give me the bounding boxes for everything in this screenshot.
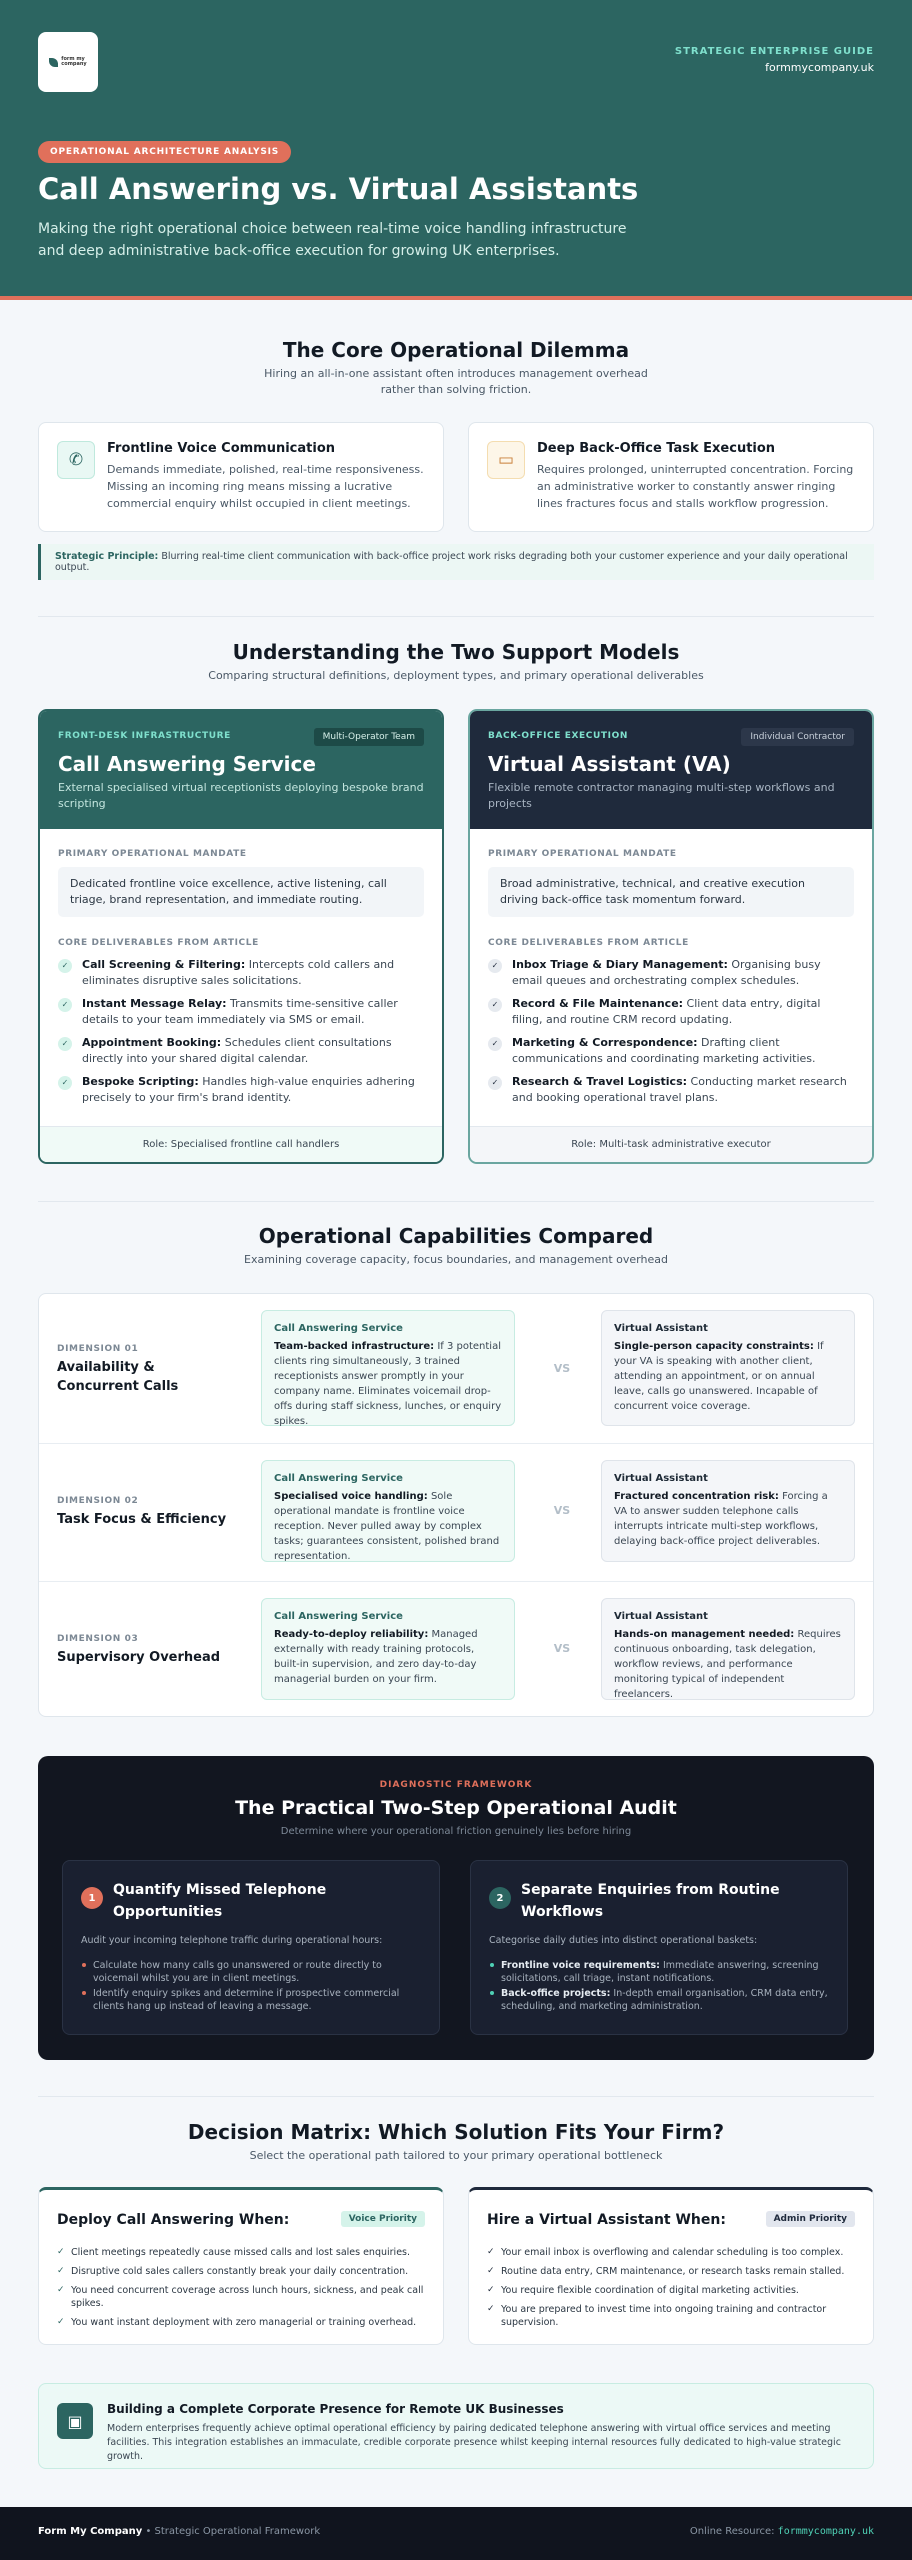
check-icon: ✓: [487, 2285, 495, 2295]
decision-title: Decision Matrix: Which Solution Fits Your Firm?: [187, 2120, 725, 2144]
bullet-dot-icon: [82, 1963, 86, 1967]
capability-row: [39, 1444, 873, 1582]
mandate-label: PRIMARY OPERATIONAL MANDATE: [488, 849, 677, 859]
check-icon: ✓: [57, 2247, 65, 2257]
model-title: Virtual Assistant (VA): [488, 752, 731, 776]
check-icon: ✓: [488, 1076, 502, 1090]
deliverable-item: ✓ Bespoke Scripting: Handles high-value enquiries adhering precisely to your firm's brand identity.: [58, 1074, 424, 1106]
audit-step-1: [62, 1860, 440, 2035]
mandate-label: PRIMARY OPERATIONAL MANDATE: [58, 849, 247, 859]
capability-virtual-assistant: Virtual Assistant Fractured concentration risk: Forcing a VA to answer sudden telephone calls interrupts intricate multi-step workflows, delaying back-office project deliverables.: [601, 1460, 855, 1562]
section-divider: [38, 616, 874, 617]
footer-site-link[interactable]: formmycompany.uk: [777, 2526, 874, 2537]
corporate-presence-callout: [38, 2383, 874, 2469]
capability-virtual-assistant: Virtual Assistant Hands-on management needed: Requires continuous onboarding, task delegation, workflow reviews, and performance monitoring typical of independent freelancers.: [601, 1598, 855, 1700]
check-icon: ✓: [58, 998, 72, 1012]
decision-card-call-answering: [38, 2187, 444, 2345]
analysis-badge: OPERATIONAL ARCHITECTURE ANALYSIS: [38, 141, 291, 163]
decision-item: ✓ Client meetings repeatedly cause missed calls and lost sales enquiries.: [57, 2247, 411, 2258]
check-icon: ✓: [487, 2304, 495, 2314]
deliverables-label: CORE DELIVERABLES FROM ARTICLE: [58, 938, 259, 948]
step-bullet: Frontline voice requirements: Immediate answering, screening solicitations, call triage, instant notifications.: [501, 1959, 831, 1985]
vs-label: VS: [553, 1642, 571, 1655]
models-title: Understanding the Two Support Models: [232, 640, 680, 664]
check-icon: ✓: [487, 2266, 495, 2276]
step-number: 1: [81, 1887, 103, 1909]
check-icon: ✓: [488, 998, 502, 1012]
company-logo[interactable]: [38, 32, 98, 92]
step-number: 2: [489, 1887, 511, 1909]
step-title: Quantify Missed Telephone Opportunities: [113, 1882, 327, 1920]
dimension-name: Availability & Concurrent Calls: [57, 1360, 179, 1394]
footer-resource: Online Resource: formmycompany.uk: [689, 2526, 874, 2537]
corporate-presence-text: Modern enterprises frequently achieve optimal operational efficiency by pairing dedicated telephone answering with virtual office services and meeting facilities. This integration establishes an immaculate, credible corporate presence whilst keeping internal resources fully dedicated to high-value strategic growth.: [107, 2423, 841, 2462]
principle-label: Strategic Principle:: [55, 551, 159, 562]
capability-call-answering: Call Answering Service Team-backed infrastructure: If 3 potential clients ring simultaneously, 3 trained receptionists answer promptly in your company name. Eliminates voicemail drop-offs during staff sickness, lunches, or enquiry spikes.: [261, 1310, 515, 1426]
logo-text-line-1: form my: [61, 56, 85, 62]
audit-title: The Practical Two-Step Operational Audit: [235, 1797, 677, 1819]
model-card-call-answering: [38, 709, 444, 1164]
dilemma-card-text: Demands immediate, polished, real-time responsiveness. Missing an incoming ring means missing a lucrative commercial enquiry whilst occupied in client meetings.: [107, 463, 424, 510]
leaf-icon: [49, 58, 58, 67]
logo-text-line-2: company: [61, 61, 87, 67]
logo-mark: [49, 57, 86, 67]
check-icon: ✓: [57, 2285, 65, 2295]
deliverable-item: ✓ Appointment Booking: Schedules client consultations directly into your shared digital calendar.: [58, 1035, 424, 1067]
decision-item: ✓ You want instant deployment with zero managerial or training overhead.: [57, 2317, 417, 2328]
step-intro: Audit your incoming telephone traffic during operational hours:: [81, 1935, 383, 1946]
hero-header: [0, 0, 912, 300]
model-title: Call Answering Service: [58, 752, 316, 776]
strategic-principle-callout: [38, 544, 874, 580]
decision-item: ✓ You require flexible coordination of digital marketing activities.: [487, 2285, 799, 2296]
corporate-presence-title: Building a Complete Corporate Presence for Remote UK Businesses: [107, 2402, 564, 2416]
check-icon: ✓: [57, 2317, 65, 2327]
dilemma-card-text: Requires prolonged, uninterrupted concentration. Forcing an administrative worker to constantly answer ringing lines fractures focus and stalls workflow progression.: [537, 463, 854, 510]
capability-call-answering: Call Answering Service Specialised voice handling: Sole operational mandate is frontline voice reception. Never pulled away by complex tasks; guarantees consistent, polished brand representation.: [261, 1460, 515, 1562]
check-icon: ✓: [488, 1037, 502, 1051]
decision-subtitle: Select the operational path tailored to your primary operational bottleneck: [249, 2149, 663, 2162]
model-card-virtual-assistant: [468, 709, 874, 1164]
model-tag: Multi-Operator Team: [314, 728, 424, 746]
footer-brand: Form My Company • Strategic Operational Framework: [38, 2526, 321, 2537]
deliverable-item: ✓ Marketing & Correspondence: Drafting client communications and coordinating marketing activities.: [488, 1035, 854, 1067]
section-divider: [38, 1201, 874, 1202]
capability-call-answering: Call Answering Service Ready-to-deploy reliability: Managed externally with ready training protocols, built-in supervision, and zero day-to-day managerial burden on your firm.: [261, 1598, 515, 1700]
decision-item: ✓ Routine data entry, CRM maintenance, or research tasks remain stalled.: [487, 2266, 845, 2277]
operational-audit-panel: [38, 1756, 874, 2060]
capabilities-subtitle: Examining coverage capacity, focus boundaries, and management overhead: [244, 1253, 668, 1266]
decision-item: ✓ Disruptive cold sales callers constantly break your daily concentration.: [57, 2266, 409, 2277]
check-icon: ✓: [58, 959, 72, 973]
section-divider: [38, 2096, 874, 2097]
check-icon: ✓: [58, 1037, 72, 1051]
model-footer: Role: Multi-task administrative executor: [470, 1126, 872, 1162]
bullet-dot-icon: [490, 1991, 494, 1995]
check-icon: ✓: [488, 959, 502, 973]
briefcase-icon: ▣: [57, 2403, 93, 2439]
decision-card-virtual-assistant: [468, 2187, 874, 2345]
vs-label: VS: [553, 1362, 571, 1375]
voice-priority-badge: Voice Priority: [341, 2211, 425, 2227]
model-tag: Individual Contractor: [741, 728, 854, 746]
capability-row: [39, 1294, 873, 1444]
phone-icon: ✆: [57, 441, 95, 479]
dilemma-card-title: Deep Back-Office Task Execution: [537, 441, 776, 456]
bullet-dot-icon: [82, 1991, 86, 1995]
page-title: Call Answering vs. Virtual Assistants: [38, 172, 639, 206]
decision-item: ✓ You need concurrent coverage across lunch hours, sickness, and peak call spikes.: [57, 2285, 424, 2309]
audit-kicker: DIAGNOSTIC FRAMEWORK: [379, 1780, 533, 1790]
dilemma-subtitle: Hiring an all-in-one assistant often introduces management overhead rather than solving friction.: [264, 367, 648, 396]
vs-label: VS: [553, 1504, 571, 1517]
step-title: Separate Enquiries from Routine Workflows: [521, 1882, 780, 1920]
capability-virtual-assistant: Virtual Assistant Single-person capacity constraints: If your VA is speaking with another client, attending an appointment, or on annual leave, calls go unanswered. Incapable of concurrent voice coverage.: [601, 1310, 855, 1426]
deliverable-item: ✓ Instant Message Relay: Transmits time-sensitive caller details to your team immediately via SMS or email.: [58, 996, 424, 1028]
model-description: Flexible remote contractor managing multi-step workflows and projects: [488, 781, 835, 810]
step-intro: Categorise daily duties into distinct operational baskets:: [489, 1935, 758, 1946]
dimension-name: Supervisory Overhead: [57, 1650, 221, 1665]
check-icon: ✓: [57, 2266, 65, 2276]
mandate-text: Broad administrative, technical, and creative execution driving back-office task momentum forward.: [488, 867, 854, 917]
capability-row: [39, 1582, 873, 1718]
inbox-icon: ▭: [487, 441, 525, 479]
check-icon: ✓: [58, 1076, 72, 1090]
audit-step-2: [470, 1860, 848, 2035]
capabilities-title: Operational Capabilities Compared: [258, 1224, 654, 1248]
dilemma-title: The Core Operational Dilemma: [282, 338, 630, 362]
capabilities-table: [38, 1293, 874, 1717]
dimension-label: DIMENSION 01: [57, 1344, 139, 1354]
model-kicker: BACK-OFFICE EXECUTION: [488, 731, 628, 741]
model-footer: Role: Specialised frontline call handlers: [40, 1126, 442, 1162]
deliverable-item: ✓ Record & File Maintenance: Client data entry, digital filing, and routine CRM record updating.: [488, 996, 854, 1028]
dilemma-card-backoffice: [468, 422, 874, 532]
mandate-text: Dedicated frontline voice excellence, active listening, call triage, brand representation, and immediate routing.: [58, 867, 424, 917]
check-icon: ✓: [487, 2247, 495, 2257]
deliverable-item: ✓ Research & Travel Logistics: Conducting market research and booking operational travel plans.: [488, 1074, 854, 1106]
deliverable-item: ✓ Call Screening & Filtering: Intercepts cold callers and eliminates disruptive sales solicitations.: [58, 957, 424, 989]
decision-card-title: Hire a Virtual Assistant When:: [487, 2212, 726, 2228]
step-bullet: Back-office projects: In-depth email organisation, CRM data entry, scheduling, and marketing administration.: [501, 1987, 831, 2013]
audit-subtitle: Determine where your operational friction genuinely lies before hiring: [280, 1826, 632, 1837]
dimension-label: DIMENSION 03: [57, 1634, 139, 1644]
principle-text: Blurring real-time client communication with back-office project work risks degrading both your customer experience and your daily operational output.: [55, 551, 848, 573]
model-kicker: FRONT-DESK INFRASTRUCTURE: [58, 731, 231, 741]
decision-item: ✓ You are prepared to invest time into ongoing training and contractor supervision.: [487, 2304, 827, 2328]
decision-card-title: Deploy Call Answering When:: [57, 2212, 290, 2228]
dilemma-card-voice: [38, 422, 444, 532]
decision-item: ✓ Your email inbox is overflowing and calendar scheduling is too complex.: [487, 2247, 844, 2258]
step-bullet: Calculate how many calls go unanswered or route directly to voicemail whilst you are in client meetings.: [93, 1959, 423, 1985]
dilemma-card-title: Frontline Voice Communication: [107, 441, 336, 456]
page-footer: [0, 2507, 912, 2560]
models-subtitle: Comparing structural definitions, deployment types, and primary operational deliverables: [208, 669, 704, 682]
dimension-label: DIMENSION 02: [57, 1496, 139, 1506]
deliverables-label: CORE DELIVERABLES FROM ARTICLE: [488, 938, 689, 948]
step-bullet: Identify enquiry spikes and determine if prospective commercial clients hang up instead of leaving a message.: [93, 1987, 423, 2013]
admin-priority-badge: Admin Priority: [766, 2211, 855, 2227]
guide-label: STRATEGIC ENTERPRISE GUIDE: [674, 46, 874, 57]
dimension-name: Task Focus & Efficiency: [57, 1512, 227, 1527]
bullet-dot-icon: [490, 1963, 494, 1967]
page-subtitle: Making the right operational choice between real-time voice handling infrastructure and deep administrative back-office execution for growing UK enterprises.: [38, 221, 627, 259]
guide-site-link[interactable]: formmycompany.uk: [765, 61, 874, 74]
model-description: External specialised virtual receptionists deploying bespoke brand scripting: [58, 781, 424, 810]
deliverable-item: ✓ Inbox Triage & Diary Management: Organising busy email queues and orchestrating complex schedules.: [488, 957, 854, 989]
